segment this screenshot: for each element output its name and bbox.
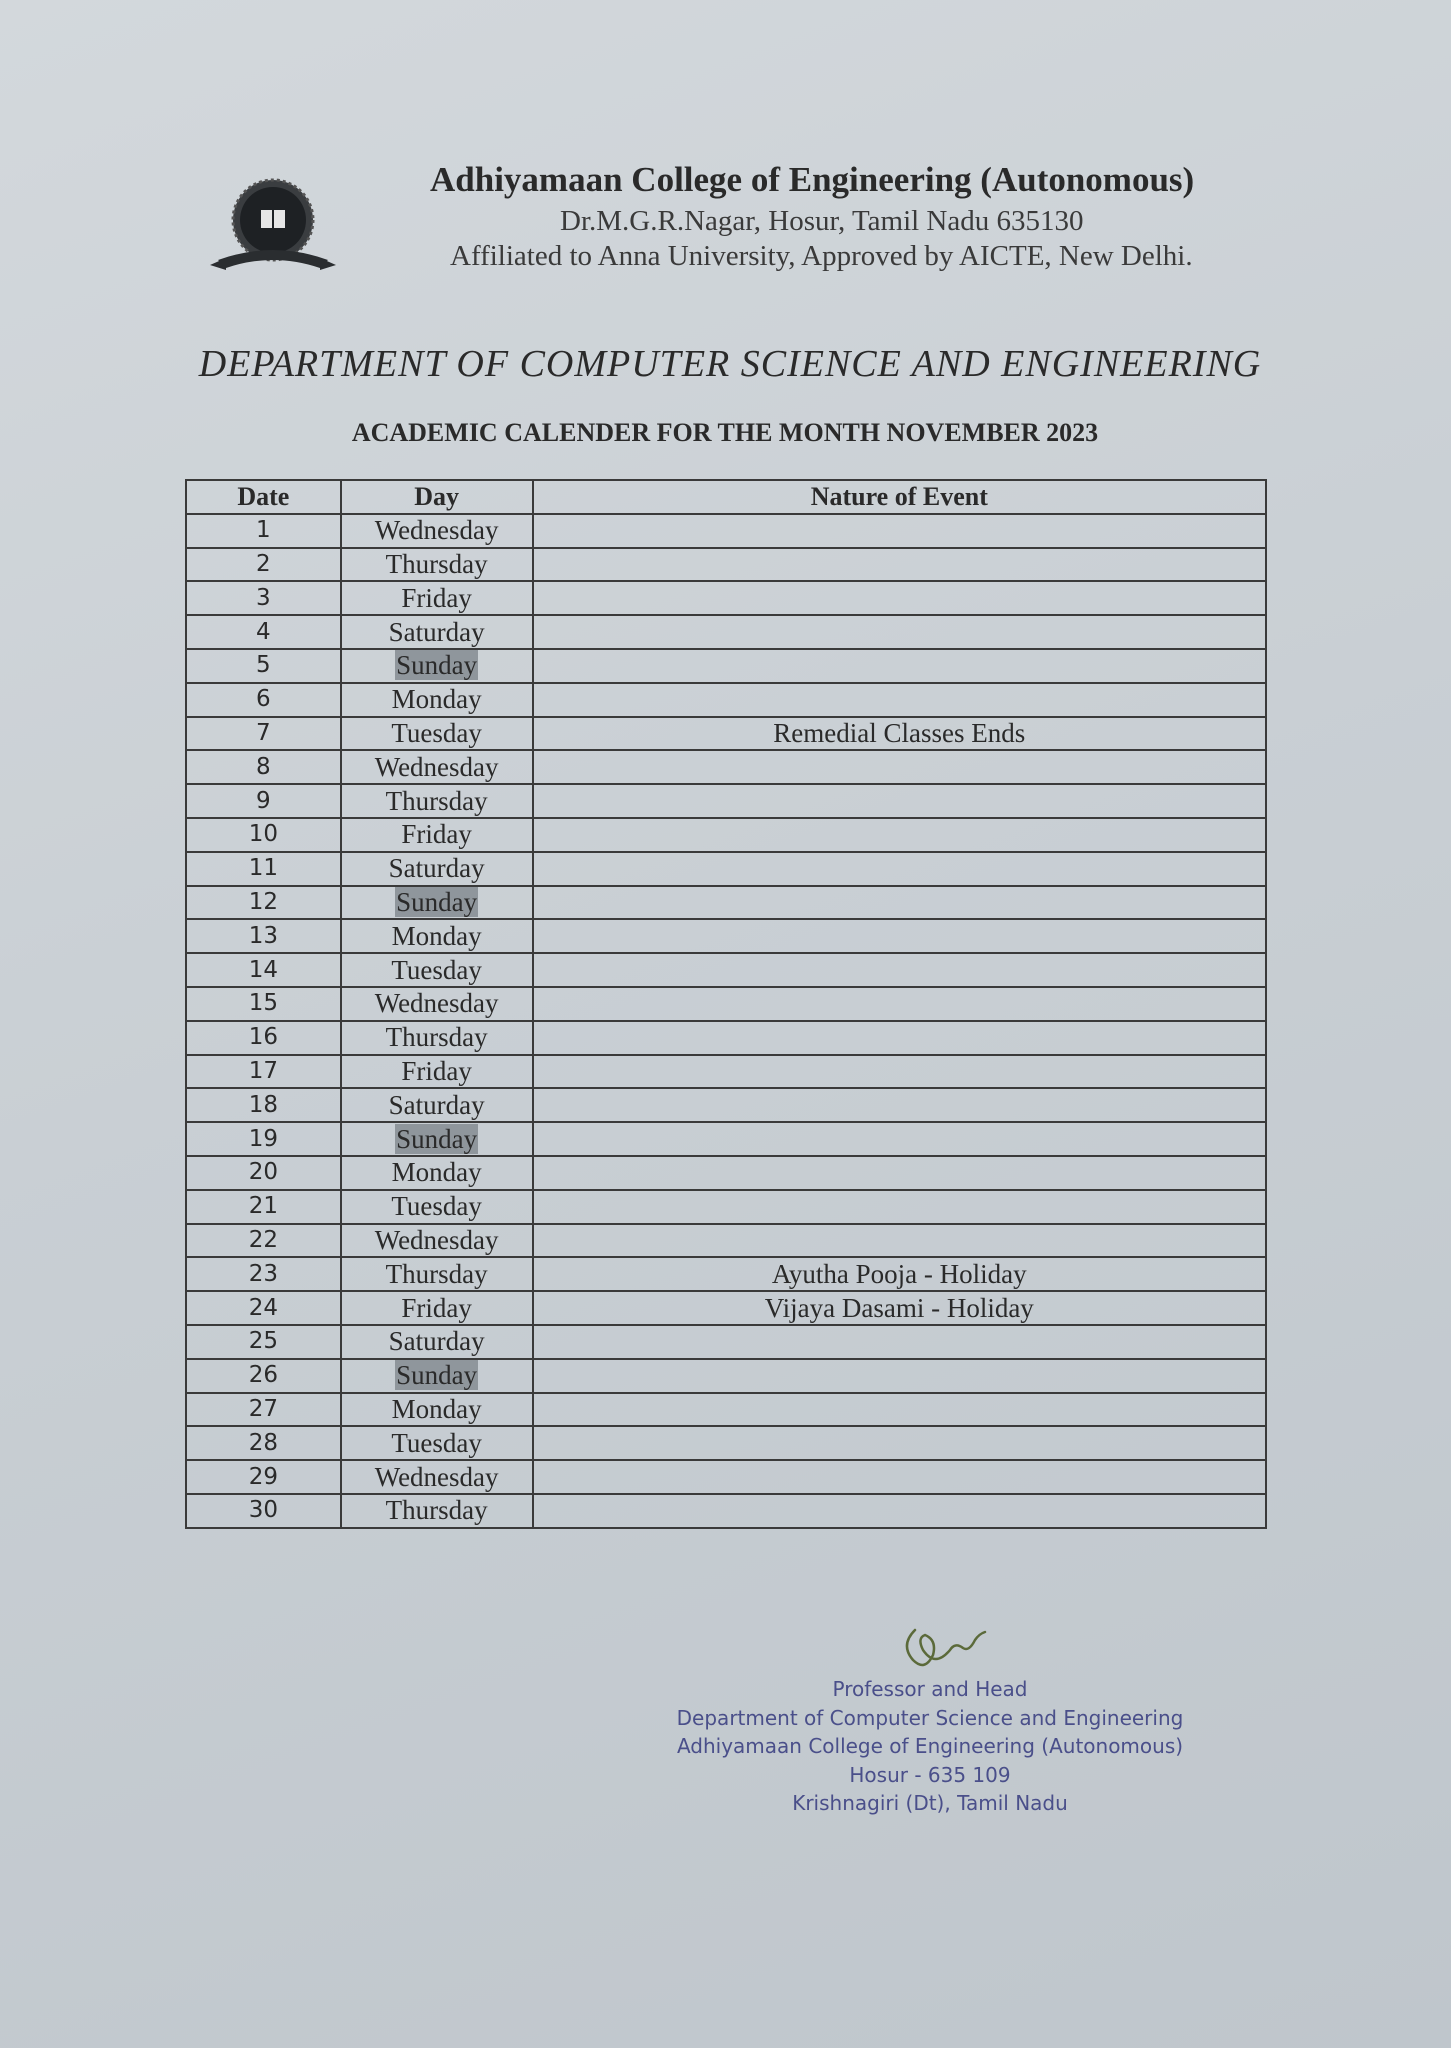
table-row xyxy=(186,987,1266,1021)
table-row xyxy=(186,514,1266,548)
day-label: Monday xyxy=(391,684,482,715)
hod-seal xyxy=(640,1675,1220,1818)
table-row xyxy=(186,1224,1266,1258)
cell-event xyxy=(533,548,1266,582)
cell-day xyxy=(341,1190,533,1224)
college-name: Adhiyamaan College of Engineering (Autonomous) xyxy=(430,160,1195,199)
table-row xyxy=(186,548,1266,582)
table-row xyxy=(186,1122,1266,1156)
cell-day xyxy=(341,1122,533,1156)
day-label: Wednesday xyxy=(374,515,499,546)
day-label: Tuesday xyxy=(391,1191,482,1222)
cell-date: 14 xyxy=(186,953,341,987)
cell-date: 23 xyxy=(186,1257,341,1291)
seal-line-title: Professor and Head xyxy=(832,1677,1028,1701)
cell-day xyxy=(341,784,533,818)
table-row xyxy=(186,1426,1266,1460)
college-affiliation: Affiliated to Anna University, Approved by AICTE, New Delhi. xyxy=(450,240,1193,272)
cell-day xyxy=(341,1393,533,1427)
cell-date: 10 xyxy=(186,818,341,852)
cell-date: 6 xyxy=(186,683,341,717)
cell-day xyxy=(341,1359,533,1393)
header-date: Date xyxy=(186,480,341,514)
cell-day xyxy=(341,1021,533,1055)
cell-event xyxy=(533,953,1266,987)
day-label: Friday xyxy=(401,582,472,613)
day-label: Wednesday xyxy=(374,988,499,1019)
cell-day xyxy=(341,1426,533,1460)
cell-date: 13 xyxy=(186,919,341,953)
cell-event xyxy=(533,1393,1266,1427)
cell-day xyxy=(341,1088,533,1122)
cell-date: 24 xyxy=(186,1291,341,1325)
table-row xyxy=(186,919,1266,953)
day-label: Saturday xyxy=(388,1089,485,1120)
cell-event: Remedial Classes Ends xyxy=(533,717,1266,751)
cell-date: 8 xyxy=(186,750,341,784)
cell-date: 15 xyxy=(186,987,341,1021)
cell-event xyxy=(533,1325,1266,1359)
cell-event xyxy=(533,750,1266,784)
cell-date: 2 xyxy=(186,548,341,582)
seal-line-city: Hosur - 635 109 xyxy=(849,1762,1011,1787)
day-label: Saturday xyxy=(388,616,485,647)
cell-date: 25 xyxy=(186,1325,341,1359)
table-row xyxy=(186,1393,1266,1427)
cell-event xyxy=(533,784,1266,818)
header-event: Nature of Event xyxy=(533,480,1266,514)
seal-line-department: Department of Computer Science and Engineering xyxy=(676,1705,1184,1730)
table-row xyxy=(186,581,1266,615)
cell-event xyxy=(533,581,1266,615)
cell-date: 4 xyxy=(186,615,341,649)
table-row xyxy=(186,649,1266,683)
cell-date: 22 xyxy=(186,1224,341,1258)
table-row xyxy=(186,1494,1266,1528)
cell-day xyxy=(341,514,533,548)
cell-day xyxy=(341,987,533,1021)
table-row xyxy=(186,1460,1266,1494)
cell-day xyxy=(341,1156,533,1190)
table-row xyxy=(186,750,1266,784)
cell-day xyxy=(341,683,533,717)
cell-day xyxy=(341,615,533,649)
cell-event xyxy=(533,886,1266,920)
table-row xyxy=(186,953,1266,987)
day-label: Thursday xyxy=(385,1495,488,1526)
day-label: Friday xyxy=(401,1292,472,1323)
day-label: Wednesday xyxy=(374,1461,499,1492)
table-row xyxy=(186,852,1266,886)
day-label: Monday xyxy=(391,1393,482,1424)
cell-event xyxy=(533,1359,1266,1393)
day-label: Friday xyxy=(401,819,472,850)
cell-date: 19 xyxy=(186,1122,341,1156)
cell-date: 18 xyxy=(186,1088,341,1122)
cell-date: 1 xyxy=(186,514,341,548)
cell-event xyxy=(533,1426,1266,1460)
cell-date: 30 xyxy=(186,1494,341,1528)
table-row xyxy=(186,1291,1266,1325)
cell-event xyxy=(533,1055,1266,1089)
cell-date: 29 xyxy=(186,1460,341,1494)
table-row xyxy=(186,1156,1266,1190)
day-label: Tuesday xyxy=(391,717,482,748)
cell-day xyxy=(341,1494,533,1528)
cell-event xyxy=(533,1156,1266,1190)
cell-event xyxy=(533,615,1266,649)
cell-event xyxy=(533,514,1266,548)
cell-date: 26 xyxy=(186,1359,341,1393)
cell-day xyxy=(341,581,533,615)
day-label: Wednesday xyxy=(374,751,499,782)
cell-event xyxy=(533,683,1266,717)
cell-event xyxy=(533,987,1266,1021)
calendar-table xyxy=(185,479,1267,1529)
cell-day xyxy=(341,1055,533,1089)
day-label: Wednesday xyxy=(374,1224,499,1255)
cell-event xyxy=(533,919,1266,953)
cell-date: 21 xyxy=(186,1190,341,1224)
cell-date: 5 xyxy=(186,649,341,683)
day-label: Monday xyxy=(391,1157,482,1188)
cell-date: 11 xyxy=(186,852,341,886)
day-label: Thursday xyxy=(385,548,488,579)
table-row xyxy=(186,818,1266,852)
cell-day xyxy=(341,1291,533,1325)
cell-event xyxy=(533,1122,1266,1156)
table-row xyxy=(186,717,1266,751)
cell-day xyxy=(341,1257,533,1291)
cell-event xyxy=(533,1460,1266,1494)
cell-date: 17 xyxy=(186,1055,341,1089)
cell-day xyxy=(341,852,533,886)
cell-date: 9 xyxy=(186,784,341,818)
college-address: Dr.M.G.R.Nagar, Hosur, Tamil Nadu 635130 xyxy=(560,205,1084,237)
seal-line-college: Adhiyamaan College of Engineering (Autonomous) xyxy=(676,1734,1184,1758)
cell-event xyxy=(533,1190,1266,1224)
seal-line-district: Krishnagiri (Dt), Tamil Nadu xyxy=(792,1791,1068,1815)
day-label: Tuesday xyxy=(391,954,482,985)
table-row xyxy=(186,784,1266,818)
cell-day xyxy=(341,649,533,683)
day-label: Sunday xyxy=(396,886,478,917)
cell-day xyxy=(341,886,533,920)
table-row xyxy=(186,1257,1266,1291)
cell-date: 3 xyxy=(186,581,341,615)
table-row xyxy=(186,1088,1266,1122)
cell-day xyxy=(341,717,533,751)
college-emblem-icon xyxy=(208,170,338,280)
calendar-title: ACADEMIC CALENDER FOR THE MONTH NOVEMBER 2023 xyxy=(351,418,1099,447)
cell-day xyxy=(341,1224,533,1258)
cell-date: 27 xyxy=(186,1393,341,1427)
day-label: Saturday xyxy=(388,1326,485,1357)
cell-event xyxy=(533,818,1266,852)
cell-event xyxy=(533,1088,1266,1122)
cell-day xyxy=(341,1325,533,1359)
cell-date: 12 xyxy=(186,886,341,920)
day-label: Thursday xyxy=(385,1022,488,1053)
table-row xyxy=(186,1190,1266,1224)
day-label: Monday xyxy=(391,920,482,951)
table-row xyxy=(186,1325,1266,1359)
header-day: Day xyxy=(341,480,533,514)
cell-event xyxy=(533,1494,1266,1528)
signature-mark xyxy=(895,1610,995,1680)
cell-date: 28 xyxy=(186,1426,341,1460)
cell-date: 16 xyxy=(186,1021,341,1055)
cell-event xyxy=(533,852,1266,886)
cell-day xyxy=(341,818,533,852)
cell-day xyxy=(341,750,533,784)
cell-event: Vijaya Dasami - Holiday xyxy=(533,1291,1266,1325)
cell-day xyxy=(341,1460,533,1494)
cell-date: 20 xyxy=(186,1156,341,1190)
day-label: Sunday xyxy=(396,650,478,681)
table-row xyxy=(186,1055,1266,1089)
cell-day xyxy=(341,953,533,987)
day-label: Sunday xyxy=(396,1360,478,1391)
table-row xyxy=(186,1359,1266,1393)
day-label: Thursday xyxy=(385,785,488,816)
cell-event xyxy=(533,1021,1266,1055)
department-title: DEPARTMENT OF COMPUTER SCIENCE AND ENGINEERING xyxy=(198,343,1262,385)
cell-event: Ayutha Pooja - Holiday xyxy=(533,1257,1266,1291)
day-label: Tuesday xyxy=(391,1427,482,1458)
table-header-row xyxy=(186,480,1266,514)
table-row xyxy=(186,615,1266,649)
table-row xyxy=(186,1021,1266,1055)
cell-date: 7 xyxy=(186,717,341,751)
day-label: Friday xyxy=(401,1055,472,1086)
table-row xyxy=(186,683,1266,717)
cell-event xyxy=(533,649,1266,683)
cell-event xyxy=(533,1224,1266,1258)
day-label: Saturday xyxy=(388,853,485,884)
table-row xyxy=(186,886,1266,920)
day-label: Thursday xyxy=(385,1258,488,1289)
cell-day xyxy=(341,548,533,582)
cell-day xyxy=(341,919,533,953)
day-label: Sunday xyxy=(396,1123,478,1154)
